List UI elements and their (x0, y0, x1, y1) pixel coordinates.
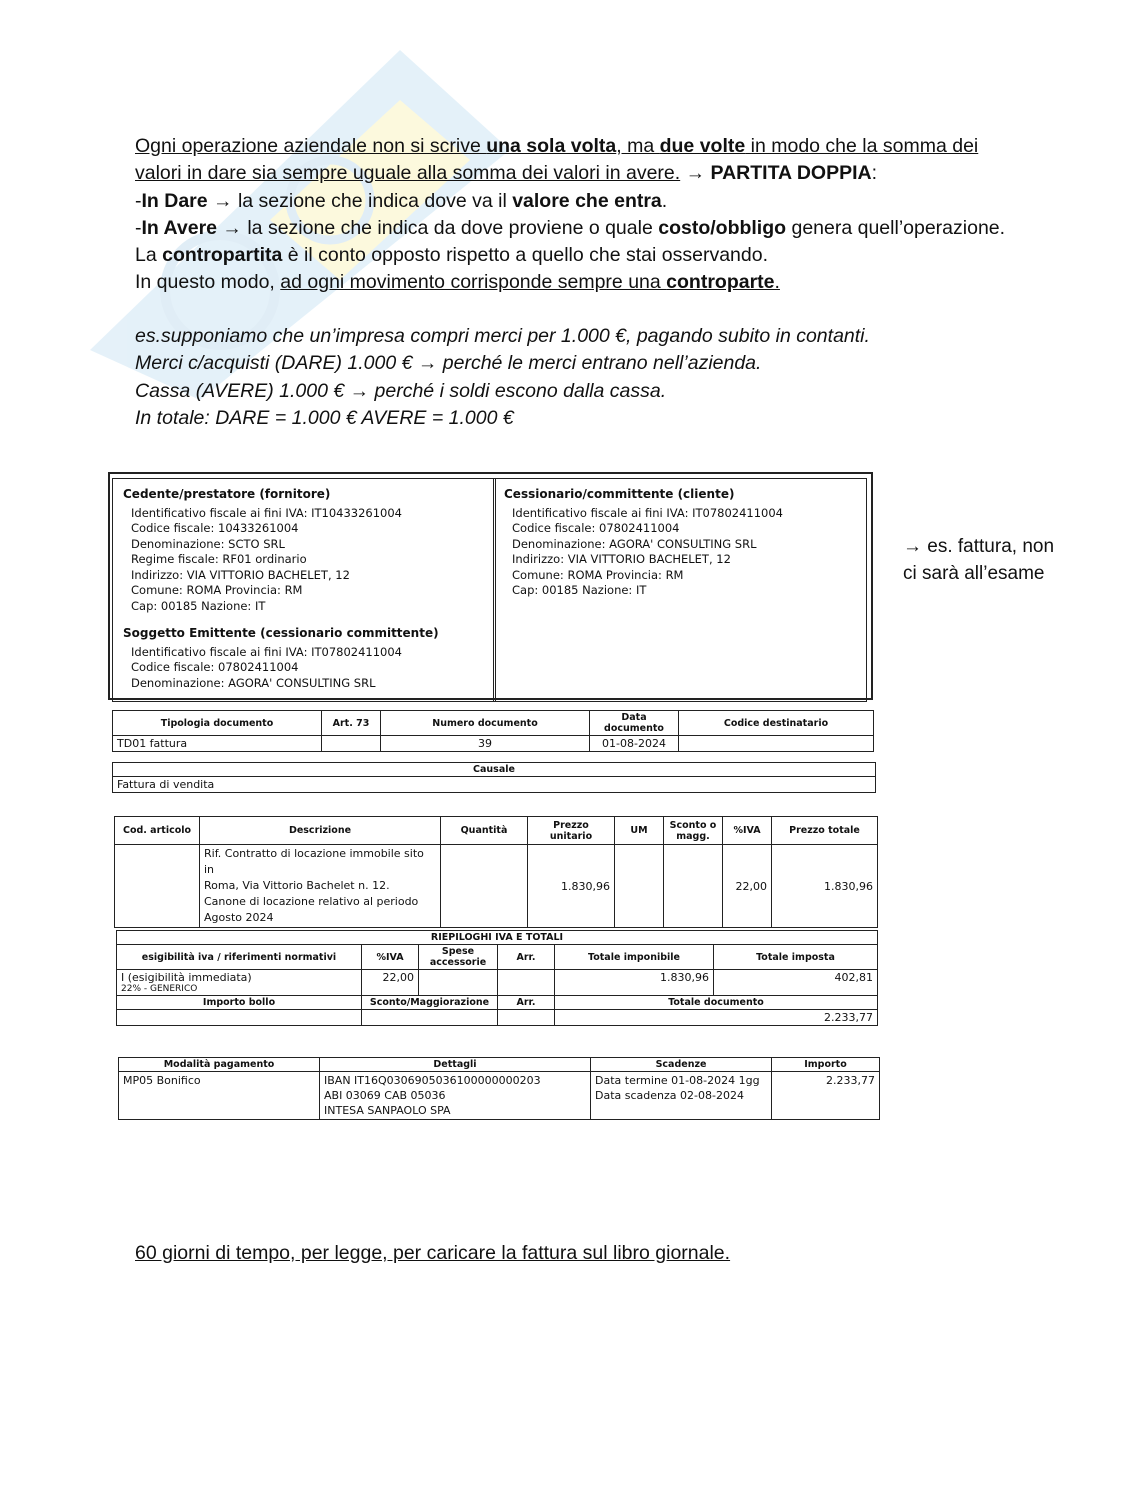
doc-number: 39 (381, 736, 590, 752)
invoice-scan (108, 472, 883, 1132)
text-bold: costo/obbligo (658, 216, 787, 239)
example-line: es.supponiamo che un’impresa compri merci per 1.000 €, pagando subito in contanti. (135, 325, 870, 347)
buyer-line: Comune: ROMA Provincia: RM (512, 567, 684, 582)
payment-amount: 2.233,77 (772, 1072, 880, 1120)
table-header-row (119, 1058, 880, 1072)
payment-due (591, 1072, 772, 1120)
column-header: Modalità pagamento (119, 1058, 320, 1072)
doc-date: 01-08-2024 (590, 736, 679, 752)
text: . (661, 189, 668, 212)
item-quantity (441, 845, 528, 928)
payment-table (118, 1057, 880, 1120)
payment-method: MP05 Bonifico (119, 1072, 320, 1120)
text: In questo modo, (135, 271, 281, 294)
column-header: Sconto o magg. (664, 817, 723, 845)
text-bold: valore che entra (512, 189, 662, 212)
item-code (115, 845, 200, 928)
text: ad ogni movimento corrisponde sempre una (280, 271, 667, 294)
notes-line-5 (135, 242, 1095, 269)
description-line: Rif. Contratto di locazione immobile sito in (204, 847, 424, 876)
column-header: Cod. articolo (115, 817, 200, 845)
doc-type: TD01 fattura (113, 736, 322, 752)
double-entry-notes (135, 133, 1095, 297)
art73 (322, 736, 381, 752)
issuer-line: Codice fiscale: 07802411004 (131, 660, 299, 674)
column-header: Data documento (590, 711, 679, 736)
table-row (117, 970, 878, 996)
column-header: Causale (113, 763, 876, 777)
summary-vat: 22,00 (362, 970, 419, 996)
seller-line: Codice fiscale: 10433261004 (131, 521, 299, 535)
taxable-total: 1.830,96 (555, 970, 714, 996)
buyer-box (493, 478, 867, 702)
text-bold: contropartita (162, 244, 283, 267)
text: : (871, 162, 878, 185)
column-header: %IVA (362, 945, 419, 970)
item-description (200, 845, 441, 928)
table-row (113, 736, 874, 752)
side-note-line: ci sarà all’esame (903, 563, 1045, 584)
seller-line: Indirizzo: VIA VITTORIO BACHELET, 12 (131, 567, 350, 582)
example-line: Merci c/acquisti (DARE) 1.000 € → perché le merci entrano nell’azienda. (135, 352, 762, 375)
item-unit-price: 1.830,96 (528, 845, 615, 928)
document-total: 2.233,77 (555, 1010, 878, 1026)
bank-name: INTESA SANPAOLO SPA (324, 1104, 451, 1117)
column-header: Quantità (441, 817, 528, 845)
text: . (774, 271, 780, 294)
column-header: Prezzo totale (772, 817, 878, 845)
due-term: Data termine 01-08-2024 1gg (595, 1074, 760, 1087)
rounding (498, 1010, 555, 1026)
table-row (119, 1072, 880, 1120)
example-block (135, 323, 870, 432)
column-header: Totale imponibile (555, 945, 714, 970)
buyer-line: Denominazione: AGORA' CONSULTING SRL (512, 536, 757, 551)
column-header: Importo (772, 1058, 880, 1072)
notes-line-2 (135, 160, 1095, 187)
description-line: Canone di locazione relativo al periodo (204, 895, 419, 908)
due-date: Data scadenza 02-08-2024 (595, 1089, 744, 1102)
recipient-code (679, 736, 874, 752)
line-items-table (114, 816, 878, 928)
side-note (903, 533, 1054, 587)
table-header-row (115, 817, 878, 845)
table-header-row (117, 996, 878, 1010)
seller-heading: Cedente/prestatore (fornitore) (123, 487, 331, 501)
column-header: Prezzo unitario (528, 817, 615, 845)
text-bold: In Dare (141, 189, 208, 212)
causale-table (112, 762, 876, 793)
text: - (135, 189, 142, 212)
text-bold: una sola volta (486, 135, 617, 157)
table-row (117, 1010, 878, 1026)
column-header: Sconto/Maggiorazione (362, 996, 498, 1010)
buyer-line: Codice fiscale: 07802411004 (512, 521, 680, 535)
summary-title: RIEPILOGHI IVA E TOTALI (117, 931, 878, 945)
item-total: 1.830,96 (772, 845, 878, 928)
payment-details (320, 1072, 591, 1120)
column-header: Importo bollo (117, 996, 362, 1010)
table-header-row (117, 945, 878, 970)
column-header: esigibilità iva / riferimenti normativi (117, 945, 362, 970)
seller-line: Cap: 00185 Nazione: IT (131, 598, 266, 613)
text: genera quell’operazione. (786, 216, 1006, 239)
discount-surcharge (362, 1010, 498, 1026)
column-header: Totale imposta (714, 945, 878, 970)
footer-note: 60 giorni di tempo, per legge, per caricare la fattura sul libro giornale. (135, 1242, 731, 1264)
text-bold: In Avere (141, 216, 218, 239)
column-header: Descrizione (200, 817, 441, 845)
column-header: Totale documento (555, 996, 878, 1010)
text: in modo che la somma dei (745, 135, 979, 157)
text: → la sezione che indica dove va il (207, 189, 513, 212)
notes-line-3 (135, 188, 1095, 215)
table-row (115, 845, 878, 928)
tax-total: 402,81 (714, 970, 878, 996)
side-note-line: → es. fattura, non (903, 536, 1055, 557)
description-line: Roma, Via Vittorio Bachelet n. 12. (204, 879, 390, 892)
seller-line: Identificativo fiscale ai fini IVA: IT10433261004 (131, 505, 403, 520)
item-discount (664, 845, 723, 928)
text: Ogni operazione aziendale non si scrive (135, 135, 487, 157)
example-line: Cassa (AVERE) 1.000 € → perché i soldi escono dalla cassa. (135, 379, 667, 402)
iban: IBAN IT16Q0306905036100000000203 (324, 1074, 541, 1087)
summary-arr (498, 970, 555, 996)
text-bold: controparte (666, 271, 775, 294)
column-header: Codice destinatario (679, 711, 874, 736)
column-header: UM (615, 817, 664, 845)
issuer-heading: Soggetto Emittente (cessionario committente) (123, 626, 439, 640)
text: è il conto opposto rispetto a quello che stai osservando. (282, 244, 769, 267)
issuer-line: Denominazione: AGORA' CONSULTING SRL (131, 675, 376, 690)
description-line: Agosto 2024 (204, 911, 274, 924)
text: → la sezione che indica da dove proviene o quale (217, 216, 659, 239)
column-header: Tipologia documento (113, 711, 322, 736)
text: La (135, 244, 163, 267)
column-header: Art. 73 (322, 711, 381, 736)
seller-line: Comune: ROMA Provincia: RM (131, 583, 303, 597)
text-bold: PARTITA DOPPIA (710, 162, 872, 185)
text: valori in dare sia sempre uguale alla somma dei valori in avere. (135, 162, 681, 185)
arrow: → (680, 162, 711, 185)
column-header: Arr. (498, 945, 555, 970)
buyer-heading: Cessionario/committente (cliente) (504, 487, 735, 501)
abi-cab: ABI 03069 CAB 05036 (324, 1089, 446, 1102)
column-header: %IVA (723, 817, 772, 845)
chargeability-sub: 22% - GENERICO (121, 984, 198, 994)
text-bold: due volte (659, 135, 746, 157)
document-info-table (112, 710, 874, 752)
column-header: Spese accessorie (419, 945, 498, 970)
column-header: Scadenze (591, 1058, 772, 1072)
notes-line-1 (135, 133, 1095, 160)
vat-summary-table (116, 930, 878, 1026)
causale-value: Fattura di vendita (113, 777, 876, 793)
column-header: Numero documento (381, 711, 590, 736)
seller-line: Regime fiscale: RF01 ordinario (131, 552, 307, 566)
notes-line-6 (135, 269, 1095, 296)
item-um (615, 845, 664, 928)
example-line: In totale: DARE = 1.000 € AVERE = 1.000 € (135, 406, 514, 429)
table-header-row (113, 711, 874, 736)
column-header: Arr. (498, 996, 555, 1010)
seller-line: Denominazione: SCTO SRL (131, 536, 285, 551)
buyer-line: Indirizzo: VIA VITTORIO BACHELET, 12 (512, 552, 731, 566)
column-header: Dettagli (320, 1058, 591, 1072)
notes-line-4 (135, 215, 1095, 242)
buyer-line: Cap: 00185 Nazione: IT (512, 583, 647, 597)
buyer-line: Identificativo fiscale ai fini IVA: IT07802411004 (512, 505, 784, 520)
stamp-amount (117, 1010, 362, 1026)
text: - (135, 216, 142, 239)
vat-chargeability (117, 970, 362, 996)
issuer-line: Identificativo fiscale ai fini IVA: IT07802411004 (131, 644, 403, 659)
seller-box (112, 478, 496, 702)
chargeability-text: I (esigibilità immediata) (121, 971, 252, 984)
summary-spese (419, 970, 498, 996)
item-vat: 22,00 (723, 845, 772, 928)
text: , ma (616, 135, 660, 157)
